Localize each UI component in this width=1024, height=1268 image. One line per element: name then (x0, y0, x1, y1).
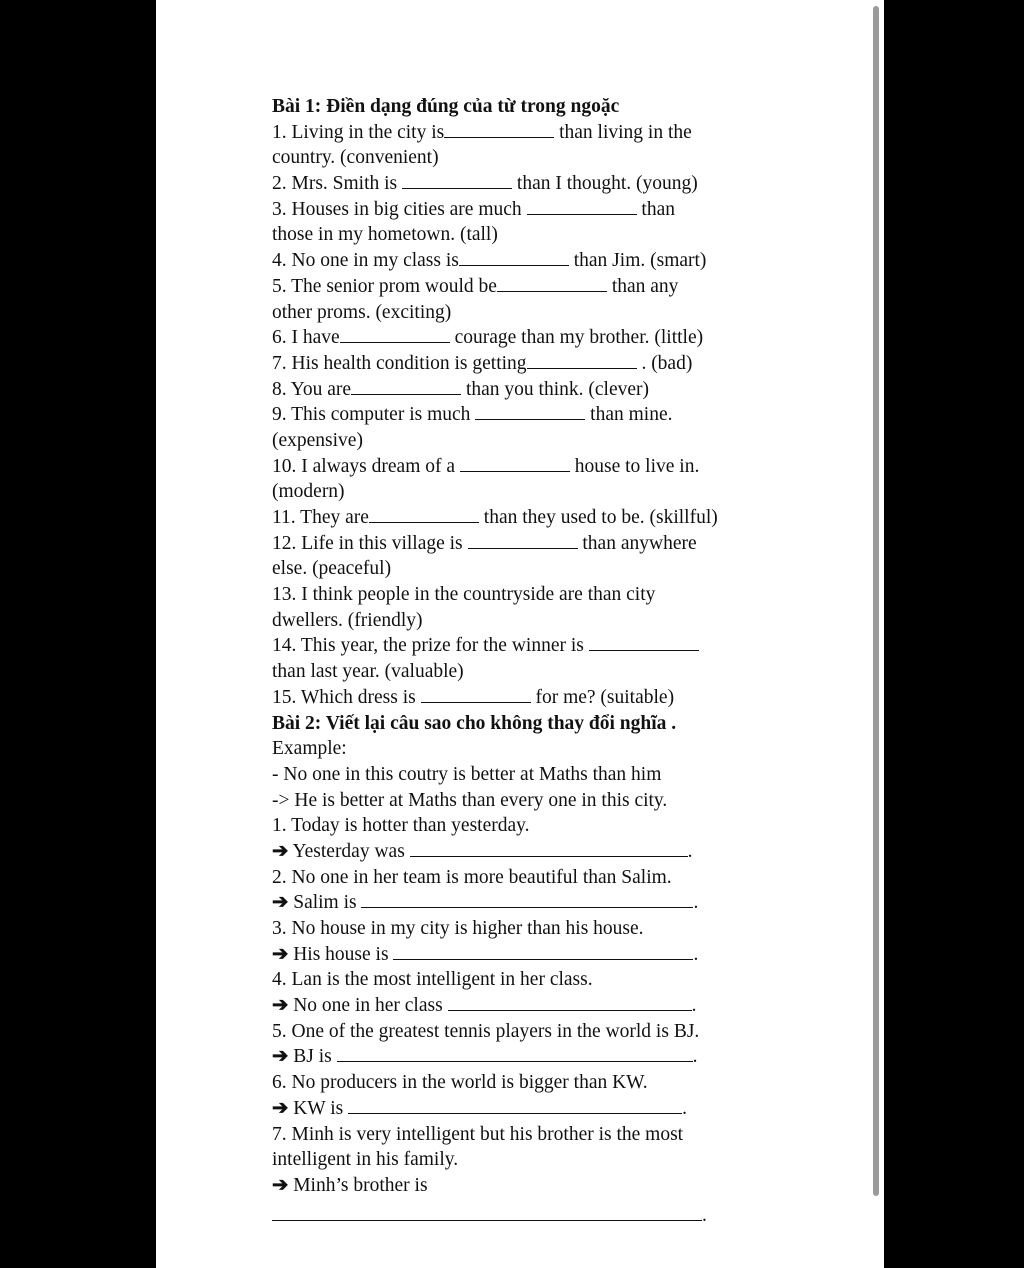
answer-blank[interactable] (402, 172, 512, 189)
answer-blank[interactable] (459, 249, 569, 266)
exercise-line: 9. This computer is much than mine. (272, 404, 673, 426)
exercise-line: dwellers. (friendly) (272, 609, 423, 631)
exercise-line: 4. No one in my class is than Jim. (smart) (272, 250, 707, 272)
part2-exercises (272, 813, 772, 1228)
scrollbar[interactable] (873, 6, 879, 1196)
rewrite-answer-line: ➔ Salim is . (272, 892, 699, 914)
exercise-line: 14. This year, the prize for the winner is (272, 633, 772, 659)
arrow-icon: ➔ (272, 943, 289, 965)
rewrite-question: 5. One of the greatest tennis players in the world is BJ. (272, 1020, 700, 1042)
rewrite-question: 3. No house in my city is higher than his house. (272, 918, 644, 939)
exercise-line: 12. Life in this village is than anywhere (272, 532, 697, 554)
part2-title: Bài 2: Viết lại câu sao cho không thay đổi nghĩa . (272, 712, 677, 734)
exercise-line: than last year. (valuable) (272, 661, 464, 683)
arrow-icon: ➔ (272, 840, 289, 862)
example-sentence: - No one in this coutry is better at Maths than him (272, 763, 662, 785)
answer-blank[interactable] (468, 532, 578, 549)
exercise-line: 10. I always dream of a house to live in. (272, 455, 700, 477)
rewrite-answer-line: ➔ Minh’s brother is (272, 1174, 428, 1196)
answer-blank[interactable] (369, 506, 479, 523)
rewrite-answer-line: ➔ Yesterday was . (272, 840, 693, 862)
answer-blank[interactable] (348, 1097, 682, 1114)
exercise-line: (modern) (272, 481, 345, 503)
exercise-line: 1. Living in the city is than living in the (272, 121, 692, 143)
answer-blank[interactable] (448, 994, 692, 1011)
worksheet (272, 94, 772, 1228)
answer-blank[interactable] (589, 634, 699, 651)
exercise-line: 13. I think people in the countryside are than city (272, 584, 656, 606)
part1-exercises (272, 120, 772, 711)
rewrite-question: 1. Today is hotter than yesterday. (272, 815, 530, 837)
exercise-line: (expensive) (272, 429, 363, 451)
rewrite-answer-line: ➔ No one in her class . (272, 995, 697, 1017)
exercise-line: else. (peaceful) (272, 558, 392, 580)
rewrite-answer-line: ➔ KW is . (272, 1097, 687, 1119)
answer-blank[interactable] (497, 275, 607, 292)
answer-blank[interactable] (337, 1045, 693, 1062)
exercise-line: 5. The senior prom would be than any (272, 275, 679, 297)
rewrite-answer-line: ➔ BJ is . (272, 1046, 698, 1068)
answer-blank[interactable] (393, 943, 693, 960)
example-answer: -> He is better at Maths than every one in this city. (272, 789, 668, 811)
exercise-line: 11. They are than they used to be. (skillful) (272, 507, 718, 528)
arrow-icon: ➔ (272, 892, 289, 914)
rewrite-answer-blank-line: . (272, 1203, 772, 1229)
answer-blank[interactable] (361, 891, 693, 908)
answer-blank[interactable] (410, 840, 688, 857)
answer-blank[interactable] (460, 455, 570, 472)
arrow-icon: ➔ (272, 995, 289, 1017)
exercise-line: 8. You are than you think. (clever) (272, 378, 649, 400)
arrow-icon: ➔ (272, 1046, 289, 1068)
exercise-line: other proms. (exciting) (272, 301, 452, 323)
answer-blank[interactable] (421, 686, 531, 703)
answer-blank[interactable] (527, 352, 637, 369)
answer-blank[interactable] (444, 121, 554, 138)
exercise-line: 7. His health condition is getting . (bad) (272, 352, 693, 374)
rewrite-question: 4. Lan is the most intelligent in her class. (272, 969, 593, 991)
answer-blank[interactable] (340, 326, 450, 343)
exercise-line: country. (convenient) (272, 147, 439, 169)
exercise-line: 2. Mrs. Smith is than I thought. (young) (272, 173, 698, 195)
answer-blank[interactable] (527, 198, 637, 215)
rewrite-question: 2. No one in her team is more beautiful than Salim. (272, 866, 672, 888)
exercise-line: 15. Which dress is for me? (suitable) (272, 686, 675, 708)
answer-blank[interactable] (272, 1204, 702, 1221)
rewrite-question-continued: intelligent in his family. (272, 1149, 459, 1171)
exercise-line: those in my hometown. (tall) (272, 224, 498, 246)
rewrite-answer-line: ➔ His house is . (272, 943, 699, 965)
exercise-line: 3. Houses in big cities are much than (272, 198, 675, 220)
answer-blank[interactable] (475, 403, 585, 420)
rewrite-question: 6. No producers in the world is bigger than KW. (272, 1072, 648, 1094)
arrow-icon: ➔ (272, 1097, 289, 1119)
part1-title: Bài 1: Điền dạng đúng của từ trong ngoặc (272, 96, 620, 117)
answer-blank[interactable] (351, 378, 461, 395)
exercise-line: 6. I have courage than my brother. (little) (272, 327, 704, 349)
arrow-icon: ➔ (272, 1174, 289, 1196)
example-label: Example: (272, 738, 347, 760)
rewrite-question: 7. Minh is very intelligent but his brother is the most (272, 1123, 684, 1145)
